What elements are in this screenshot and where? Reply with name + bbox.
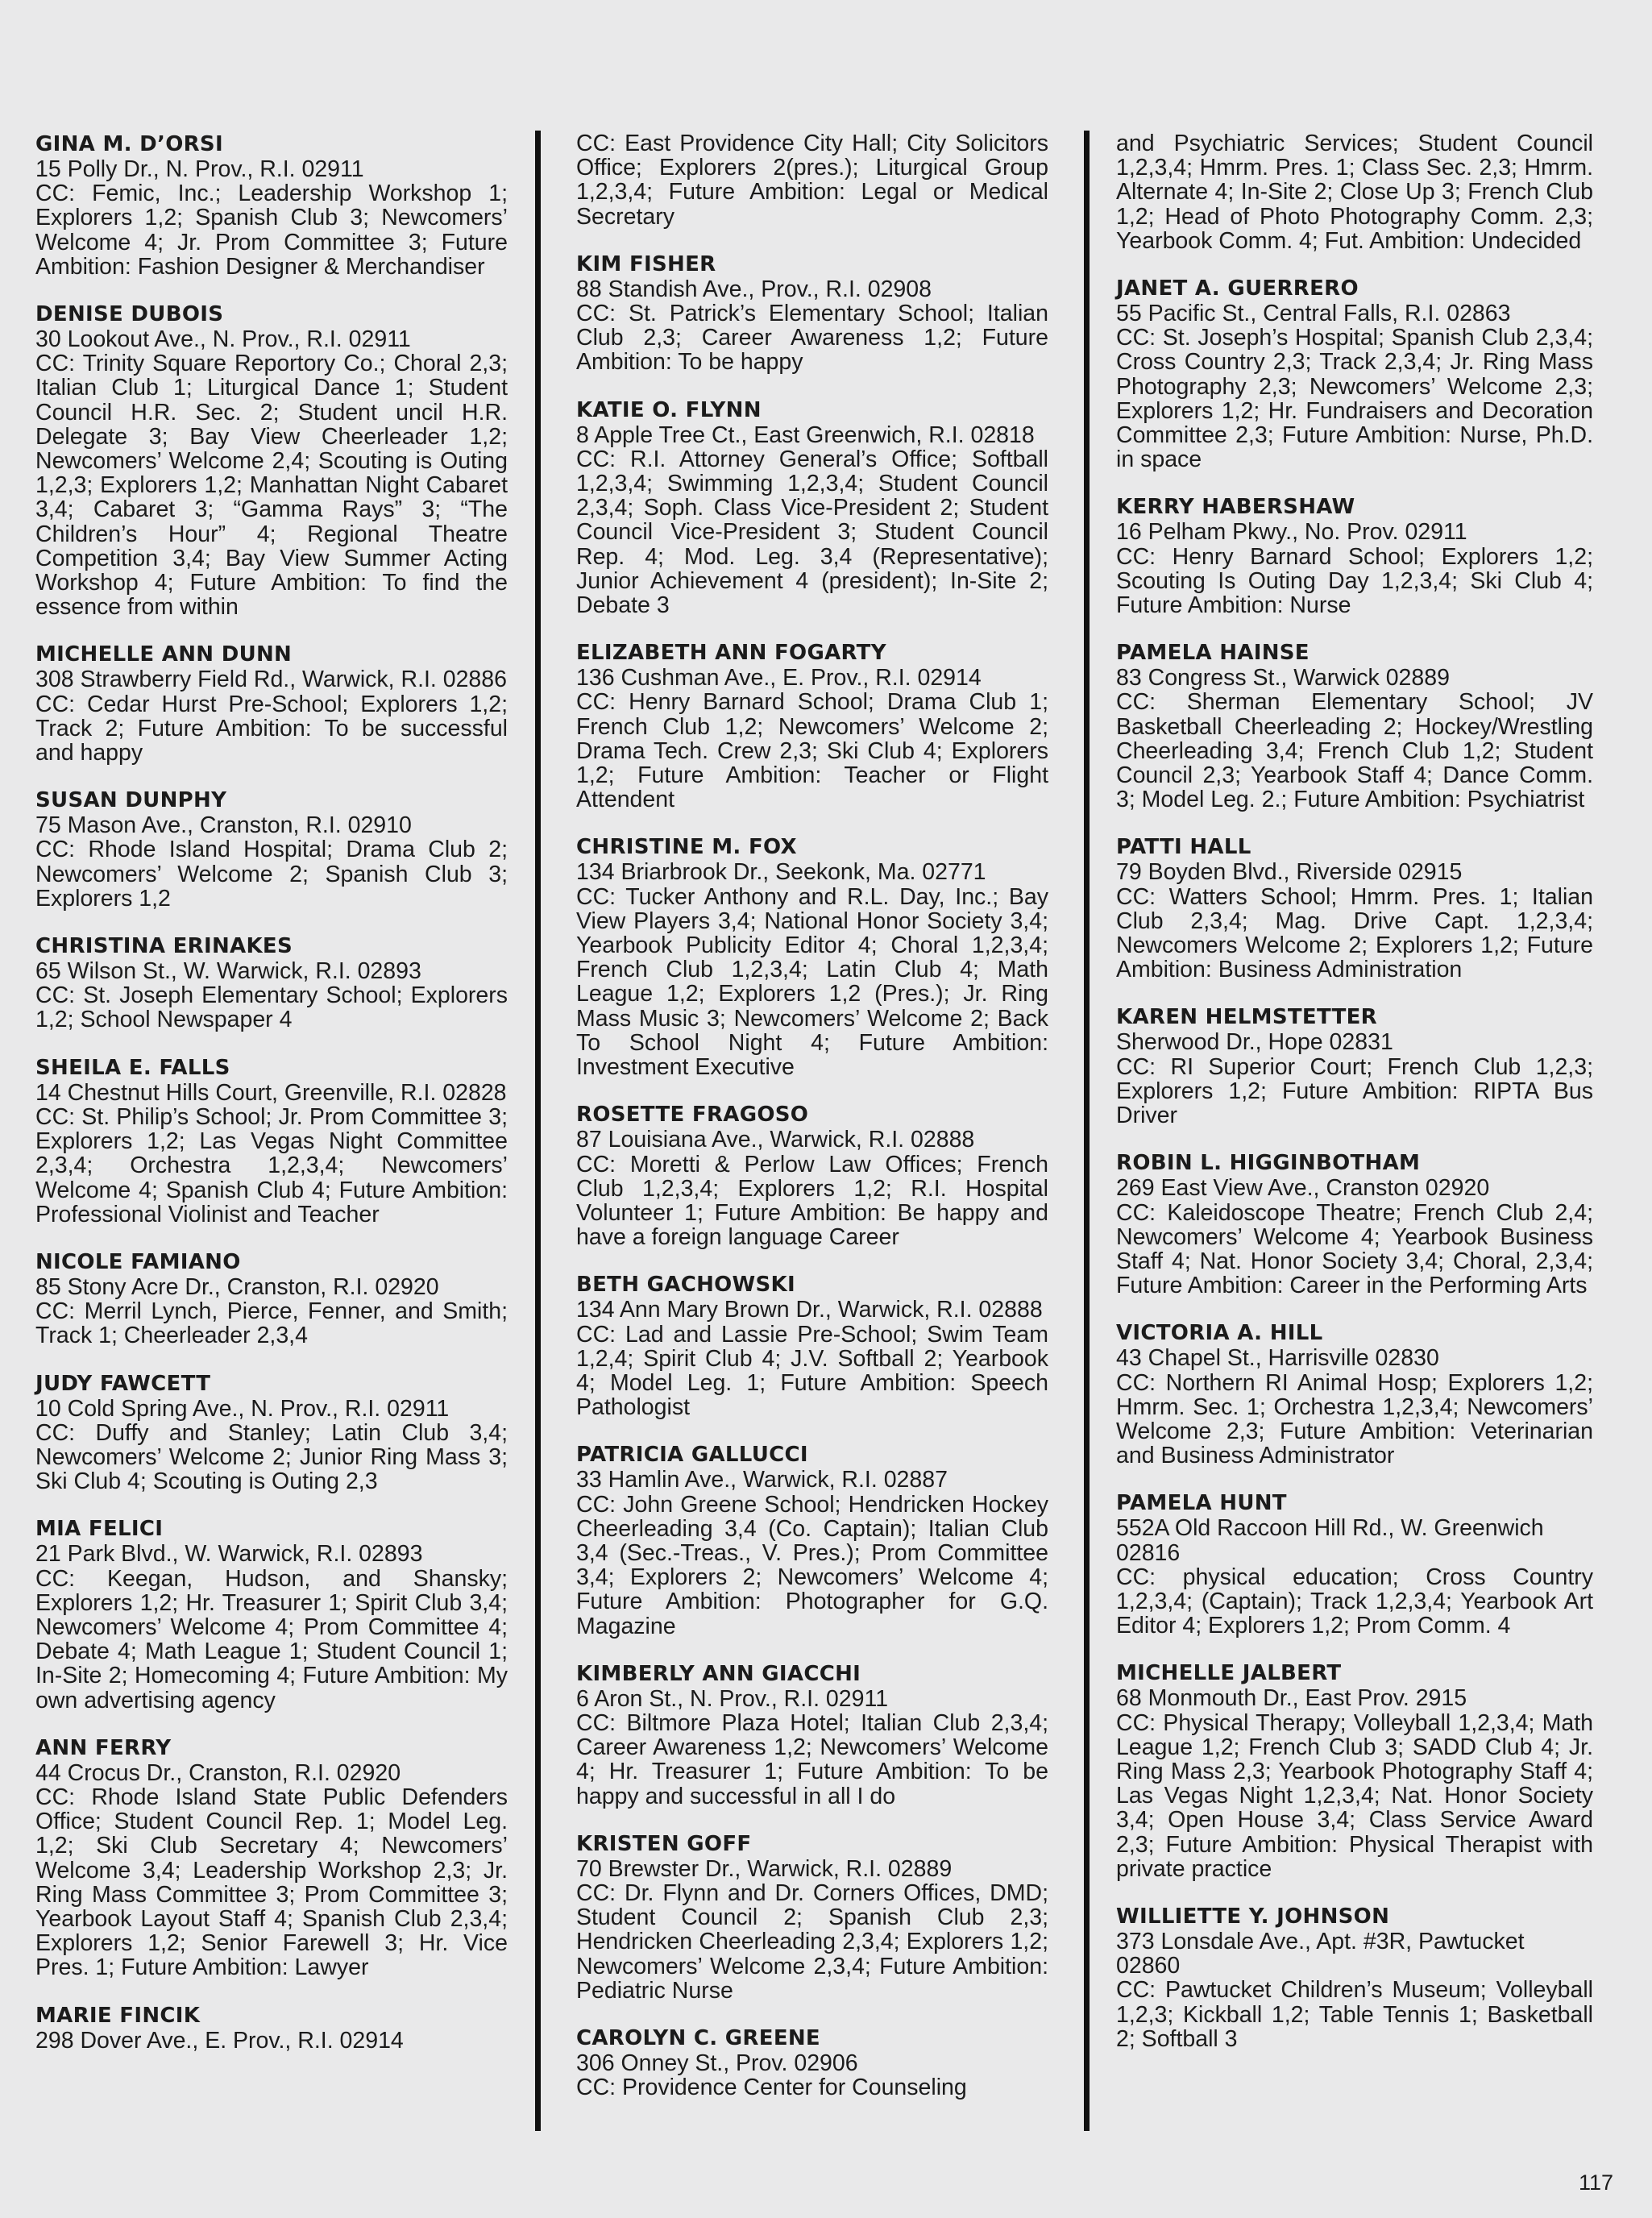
student-details: CC: Moretti & Perlow Law Offices; French Club 1,2,3,4; Explorers 1,2; R.I. Hospital Volunteer 1; Future Ambition: Be happy and have a foreign language Career: [576, 1151, 1048, 1251]
student-name: MICHELLE ANN DUNN: [35, 642, 293, 667]
student-address: 65 Wilson St., W. Warwick, R.I. 02893: [35, 958, 421, 985]
student-name: PAMELA HUNT: [1116, 1491, 1287, 1516]
student-name: DENISE DUBOIS: [35, 302, 224, 327]
student-name: ROBIN L. HIGGINBOTHAM: [1116, 1151, 1421, 1176]
student-details: CC: Henry Barnard School; Drama Club 1; French Club 1,2; Newcomers’ Welcome 2; Drama Tech. Crew 2,3; Ski Club 4; Explorers 1,2; Future Ambition: Teacher or Flight Attendent: [576, 689, 1048, 813]
student-entry: [35, 1735, 508, 1980]
student-details: CC: East Providence City Hall; City Solicitors Office; Explorers 2(pres.); Liturgical Group 1,2,3,4; Future Ambition: Legal or Medical Secretary: [576, 131, 1048, 230]
student-entry: [1116, 1904, 1593, 2051]
student-name: SHEILA E. FALLS: [35, 1055, 230, 1080]
student-name: PATTI HALL: [1116, 835, 1251, 860]
student-address: 14 Chestnut Hills Court, Greenville, R.I. 02828: [35, 1079, 507, 1106]
student-details: CC: Tucker Anthony and R.L. Day, Inc.; Bay View Players 3,4; National Honor Society 3,4; Yearbook Publicity Editor 4; Choral 1,2,3,4; French Club 1,2,3,4; Latin Club 4; Math League 1,2; Explorers 1,2 (Pres.); Jr. Ring Mass Music 3; Newcomers’ Welcome 2; Back To School Night 4; Future Ambition: Investment Executive: [576, 883, 1048, 1081]
student-name: ROSETTE FRAGOSO: [576, 1103, 809, 1128]
student-details: CC: Rhode Island Hospital; Drama Club 2; Newcomers’ Welcome 2; Spanish Club 3; Explorers 1,2: [35, 837, 508, 912]
student-entry: [35, 642, 508, 765]
student-name: PAMELA HAINSE: [1116, 641, 1310, 666]
student-entry: [35, 2003, 508, 2053]
student-address: 8 Apple Tree Ct., East Greenwich, R.I. 02818: [576, 422, 1035, 448]
student-entry: [1116, 1660, 1593, 1881]
student-entry: [35, 1516, 508, 1712]
student-details: CC: Henry Barnard School; Explorers 1,2; Scouting Is Outing Day 1,2,3,4; Ski Club 4; Future Ambition: Nurse: [1116, 543, 1593, 619]
student-address: 306 Onney St., Prov. 02906: [576, 2050, 858, 2076]
student-address: 43 Chapel St., Harrisville 02830: [1116, 1345, 1439, 1372]
student-address: 44 Crocus Dr., Cranston, R.I. 02920: [35, 1759, 401, 1786]
student-entry: [576, 1831, 1048, 2003]
student-name: MICHELLE JALBERT: [1116, 1661, 1342, 1686]
student-entry: [1116, 494, 1593, 617]
student-name: SUSAN DUNPHY: [35, 788, 227, 813]
directory-column-3: [1116, 131, 1593, 2074]
student-entry: [35, 1249, 508, 1348]
student-details: CC: St. Patrick’s Elementary School; Italian Club 2,3; Career Awareness 1,2; Future Ambition: To be happy: [576, 301, 1048, 376]
student-entry: [576, 640, 1048, 812]
student-entry: [1116, 1150, 1593, 1298]
student-entry: [1116, 1490, 1593, 1638]
student-details: CC: Watters School; Hmrm. Pres. 1; Italian Club 2,3,4; Mag. Drive Capt. 1,2,3,4; Newcomers Welcome 2; Explorers 1,2; Future Ambition: Business Administration: [1116, 883, 1593, 983]
student-details: CC: Lad and Lassie Pre-School; Swim Team 1,2,4; Spirit Club 4; J.V. Softball 2; Yearbook 4; Model Leg. 1; Future Ambition: Speech Pathologist: [576, 1321, 1048, 1421]
student-details: CC: St. Philip’s School; Jr. Prom Committee 3; Explorers 1,2; Las Vegas Night Committee 2,3,4; Orchestra 1,2,3,4; Newcomers’ Welcome 4; Spanish Club 4; Future Ambition: Professional Violinist and Teacher: [35, 1103, 508, 1227]
directory-column-2: [576, 131, 1048, 2122]
student-entry: [576, 397, 1048, 618]
student-details: CC: Rhode Island State Public Defenders Office; Student Council Rep. 1; Model Leg. 1,2; Ski Club Secretary 4; Newcomers’ Welcome 3,4; Leadership Workshop 2,3; Jr. Ring Mass Committee 3; Prom Committee 3; Yearbook Layout Staff 4; Spanish Club 2,3,4; Explorers 1,2; Senior Farewell 3; Hr. Vice Pres. 1; Future Ambition: Lawyer: [35, 1784, 508, 1981]
student-entry: [1116, 1004, 1593, 1128]
student-details: CC: Pawtucket Children’s Museum; Volleyball 1,2,3; Kickball 1,2; Table Tennis 1; Basketball 2; Softball 3: [1116, 1977, 1593, 2052]
student-details: CC: Physical Therapy; Volleyball 1,2,3,4; Math League 1,2; French Club 3; SADD Club 4; Jr. Ring Mass 2,3; Yearbook Photography Staff 4; Las Vegas Night 1,2,3,4; Nat. Honor Society 3,4; Open House 3,4; Class Service Award 2,3; Future Ambition: Physical Therapist with private practice: [1116, 1709, 1593, 1882]
student-name: JUDY FAWCETT: [35, 1371, 211, 1396]
student-name: NICOLE FAMIANO: [35, 1249, 241, 1274]
student-name: CAROLYN C. GREENE: [576, 2025, 820, 2050]
student-details: CC: Duffy and Stanley; Latin Club 3,4; Newcomers’ Welcome 2; Junior Ring Mass 3; Ski Club 4; Scouting is Outing 2,3: [35, 1419, 508, 1495]
student-details: CC: St. Joseph Elementary School; Explorers 1,2; School Newspaper 4: [35, 982, 508, 1033]
student-details: CC: John Greene School; Hendricken Hockey Cheerleading 3,4 (Co. Captain); Italian Club 3,4 (Sec.-Treas., V. Pres.); Prom Committee 3,4; Explorers 2; Newcomers’ Welcome 4; Future Ambition: Photographer for G.Q. Magazine: [576, 1491, 1048, 1639]
student-address: 79 Boyden Blvd., Riverside 02915: [1116, 859, 1463, 886]
student-entry: [35, 1055, 508, 1227]
student-entry: [576, 131, 1048, 229]
student-name: MIA FELICI: [35, 1517, 164, 1542]
student-address: 70 Brewster Dr., Warwick, R.I. 02889: [576, 1855, 953, 1882]
student-entry: [576, 834, 1048, 1079]
student-name: KIMBERLY ANN GIACCHI: [576, 1661, 861, 1686]
student-address: 83 Congress St., Warwick 02889: [1116, 665, 1450, 692]
student-details: CC: R.I. Attorney General’s Office; Softball 1,2,3,4; Swimming 1,2,3,4; Student Council 2,3,4; Soph. Class Vice-President 2; Student Council Vice-President 3; Student Council Rep. 4; Mod. Leg. 3,4 (Representative); Junior Achievement 4 (president); In-Site 2; Debate 3: [576, 446, 1048, 619]
student-address: 16 Pelham Pkwy., No. Prov. 02911: [1116, 519, 1467, 546]
student-address: 87 Louisiana Ave., Warwick, R.I. 02888: [576, 1127, 975, 1153]
student-address: 10 Cold Spring Ave., N. Prov., R.I. 02911: [35, 1395, 450, 1422]
student-entry: [1116, 1320, 1593, 1468]
student-entry: [576, 1661, 1048, 1809]
student-address: 21 Park Blvd., W. Warwick, R.I. 02893: [35, 1541, 423, 1568]
student-address: 30 Lookout Ave., N. Prov., R.I. 02911: [35, 326, 411, 353]
student-name: CHRISTINE M. FOX: [576, 835, 797, 860]
student-details: CC: Northern RI Animal Hosp; Explorers 1,2; Hmrm. Sec. 1; Orchestra 1,2,3,4; Newcomers’ Welcome 2,3; Future Ambition: Veterinarian and Business Administrator: [1116, 1369, 1593, 1469]
student-details: CC: Providence Center for Counseling: [576, 2075, 967, 2101]
student-entry: [1116, 834, 1593, 982]
student-address: Sherwood Dr., Hope 02831: [1116, 1029, 1393, 1056]
student-name: ELIZABETH ANN FOGARTY: [576, 641, 886, 666]
student-name: BETH GACHOWSKI: [576, 1273, 795, 1298]
student-address: 6 Aron St., N. Prov., R.I. 02911: [576, 1685, 889, 1712]
student-address: 85 Stony Acre Dr., Cranston, R.I. 02920: [35, 1273, 439, 1300]
student-details: CC: Cedar Hurst Pre-School; Explorers 1,2; Track 2; Future Ambition: To be successful and happy: [35, 691, 508, 766]
student-name: GINA M. D’ORSI: [35, 132, 223, 156]
student-name: CHRISTINA ERINAKES: [35, 934, 293, 959]
student-address: 269 East View Ave., Cranston 02920: [1116, 1175, 1490, 1202]
student-entry: [35, 1371, 508, 1494]
column-divider: [1084, 131, 1090, 2131]
student-name: KERRY HABERSHAW: [1116, 495, 1355, 520]
student-name: KATIE O. FLYNN: [576, 397, 762, 422]
student-details: and Psychiatric Services; Student Council 1,2,3,4; Hmrm. Pres. 1; Class Sec. 2,3; Hmrm. Alternate 4; In-Site 2; Close Up 3; French Club 1,2; Head of Photo Photography Comm. 2,3; Yearbook Comm. 4; Fut. Ambition: Undecided: [1116, 131, 1593, 254]
student-entry: [1116, 276, 1593, 471]
student-entry: [576, 1272, 1048, 1419]
student-address: 136 Cushman Ave., E. Prov., R.I. 02914: [576, 665, 982, 692]
student-details: CC: Femic, Inc.; Leadership Workshop 1; Explorers 1,2; Spanish Club 3; Newcomers’ Welcome 4; Jr. Prom Committee 3; Future Ambition: Fashion Designer & Merchandiser: [35, 181, 508, 280]
column-divider: [535, 131, 541, 2131]
student-entry: [1116, 131, 1593, 253]
student-details: CC: Keegan, Hudson, and Shansky; Explorers 1,2; Hr. Treasurer 1; Spirit Club 3,4; Newcomers’ Welcome 4; Prom Committee 4; Debate 4; Math League 1; Student Council 1; In-Site 2; Homecoming 4; Future Ambition: My own advertising agency: [35, 1565, 508, 1713]
student-details: CC: St. Joseph’s Hospital; Spanish Club 2,3,4; Cross Country 2,3; Track 2,3,4; Jr. Ring Mass Photography 2,3; Newcomers’ Welcome 2,3; Explorers 1,2; Hr. Fundraisers and Decoration Committee 2,3; Future Ambition: Nurse, Ph.D. in space: [1116, 325, 1593, 473]
student-entry: [35, 933, 508, 1032]
student-name: KRISTEN GOFF: [576, 1831, 752, 1856]
student-name: KIM FISHER: [576, 251, 716, 276]
student-address: 75 Mason Ave., Cranston, R.I. 02910: [35, 812, 412, 839]
directory-column-1: [35, 131, 508, 2075]
student-entry: [576, 1102, 1048, 1249]
student-address: 55 Pacific St., Central Falls, R.I. 02863: [1116, 301, 1511, 327]
student-details: CC: physical education; Cross Country 1,2,3,4; (Captain); Track 1,2,3,4; Yearbook Art Editor 4; Explorers 1,2; Prom Comm. 4: [1116, 1564, 1593, 1639]
student-address: 308 Strawberry Field Rd., Warwick, R.I. 02886: [35, 667, 507, 693]
student-name: KAREN HELMSTETTER: [1116, 1005, 1377, 1030]
student-name: ANN FERRY: [35, 1735, 172, 1760]
student-address: 33 Hamlin Ave., Warwick, R.I. 02887: [576, 1467, 948, 1493]
student-address: 298 Dover Ave., E. Prov., R.I. 02914: [35, 2027, 404, 2054]
student-details: CC: Kaleidoscope Theatre; French Club 2,4; Newcomers’ Welcome 4; Yearbook Business Staff 4; Nat. Honor Society 3,4; Choral, 2,3,4; Future Ambition: Career in the Performing Arts: [1116, 1199, 1593, 1299]
student-address: 68 Monmouth Dr., East Prov. 2915: [1116, 1685, 1467, 1712]
student-name: MARIE FINCIK: [35, 2003, 201, 2028]
page-number: 117: [1579, 2170, 1614, 2195]
student-details: CC: Trinity Square Reportory Co.; Choral 2,3; Italian Club 1; Liturgical Dance 1; Student Council H.R. Sec. 2; Student uncil H.R. Delegate 3; Bay View Cheerleader 1,2; Newcomers’ Welcome 2,4; Scouting is Outing 1,2,3; Explorers 1,2; Manhattan Night Cabaret 3,4; Cabaret 3; “Gamma Rays” 3; “The Children’s Hour” 4; Regional Theatre Competition 3,4; Bay View Summer Acting Workshop 4; Future Ambition: To find the essence from within: [35, 351, 508, 621]
student-details: CC: Sherman Elementary School; JV Basketball Cheerleading 2; Hockey/Wrestling Cheerleading 3,4; French Club 1,2; Student Council 2,3; Yearbook Staff 4; Dance Comm. 3; Model Leg. 2.; Future Ambition: Psychiatrist: [1116, 689, 1593, 813]
student-entry: [576, 1442, 1048, 1638]
student-address: 373 Lonsdale Ave., Apt. #3R, Pawtucket 02860: [1116, 1928, 1525, 1979]
student-entry: [35, 131, 508, 279]
student-entry: [35, 301, 508, 619]
student-address: 134 Briarbrook Dr., Seekonk, Ma. 02771: [576, 859, 986, 886]
student-address: 88 Standish Ave., Prov., R.I. 02908: [576, 276, 932, 302]
student-details: CC: Merril Lynch, Pierce, Fenner, and Smith; Track 1; Cheerleader 2,3,4: [35, 1298, 508, 1349]
student-entry: [35, 787, 508, 911]
student-details: CC: Dr. Flynn and Dr. Corners Offices, DMD; Student Council 2; Spanish Club 2,3; Hendricken Cheerleading 2,3,4; Explorers 1,2; Newcomers’ Welcome 2,3,4; Future Ambition: Pediatric Nurse: [576, 1879, 1048, 2004]
student-entry: [576, 2025, 1048, 2100]
student-entry: [1116, 640, 1593, 812]
student-name: JANET A. GUERRERO: [1116, 276, 1359, 301]
student-address: 552A Old Raccoon Hill Rd., W. Greenwich 02816: [1116, 1515, 1544, 1566]
student-name: PATRICIA GALLUCCI: [576, 1443, 808, 1468]
student-details: CC: RI Superior Court; French Club 1,2,3; Explorers 1,2; Future Ambition: RIPTA Bus Driver: [1116, 1053, 1593, 1129]
student-entry: [576, 251, 1048, 375]
student-details: CC: Biltmore Plaza Hotel; Italian Club 2,3,4; Career Awareness 1,2; Newcomers’ Welcome 4; Hr. Treasurer 1; Future Ambition: To be happy and successful in all I do: [576, 1709, 1048, 1809]
student-address: 134 Ann Mary Brown Dr., Warwick, R.I. 02888: [576, 1297, 1043, 1323]
student-name: VICTORIA A. HILL: [1116, 1321, 1323, 1346]
student-name: WILLIETTE Y. JOHNSON: [1116, 1904, 1390, 1929]
student-address: 15 Polly Dr., N. Prov., R.I. 02911: [35, 156, 364, 182]
